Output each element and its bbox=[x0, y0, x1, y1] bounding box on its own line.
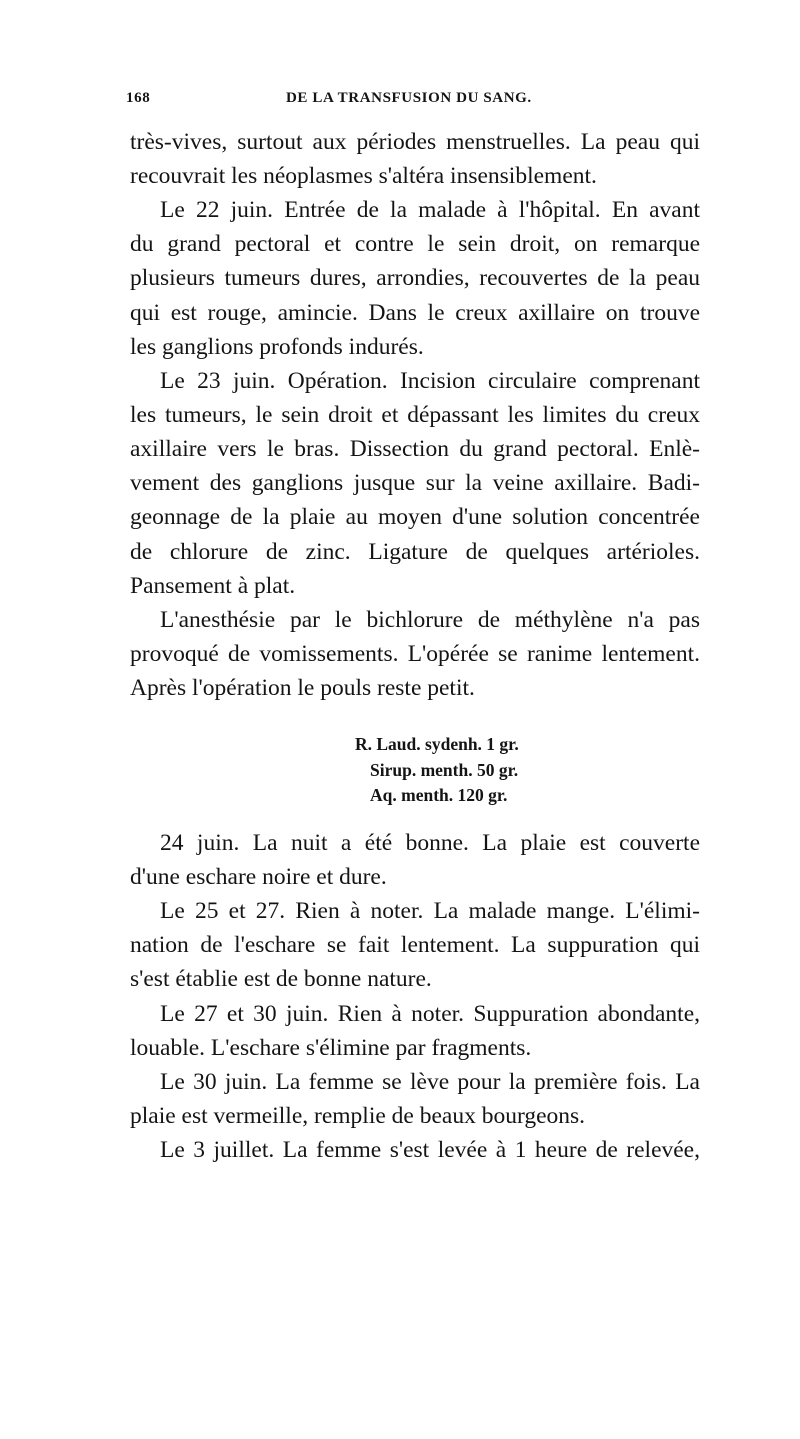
page-number: 168 bbox=[126, 90, 151, 106]
text-line: qui est rouge, amincie. Dans le creux axillaire on trouve bbox=[130, 300, 700, 326]
running-title: DE LA TRANSFUSION DU SANG. bbox=[286, 90, 532, 106]
text-line: Après l'opération le pouls reste petit. bbox=[130, 675, 475, 701]
text-line: Le 3 juillet. La femme s'est levée à 1 heure de relevée, bbox=[160, 1137, 700, 1163]
prescription-line: Aq. menth. 120 gr. bbox=[370, 785, 508, 805]
text-line: les tumeurs, le sein droit et dépassant les limites du creux bbox=[130, 402, 700, 428]
page-header bbox=[126, 90, 686, 112]
text-line: les ganglions profonds indurés. bbox=[130, 334, 424, 360]
text-line: d'une eschare noire et dure. bbox=[130, 864, 387, 890]
text-line: Le 23 juin. Opération. Incision circulaire comprenant bbox=[160, 368, 700, 394]
text-line: recouvrait les néoplasmes s'altéra insensiblement. bbox=[130, 163, 597, 189]
text-line: Le 22 juin. Entrée de la malade à l'hôpital. En avant bbox=[160, 197, 700, 223]
text-line: Pansement à plat. bbox=[130, 573, 296, 599]
text-line: du grand pectoral et contre le sein droit, on remarque bbox=[130, 231, 700, 257]
text-line: geonnage de la plaie au moyen d'une solution concentrée bbox=[130, 504, 700, 530]
text-line: Le 30 juin. La femme se lève pour la première fois. La bbox=[160, 1069, 700, 1095]
prescription-line: R. Laud. sydenh. 1 gr. bbox=[355, 734, 519, 754]
text-line: de chlorure de zinc. Ligature de quelques artérioles. bbox=[130, 539, 700, 565]
text-line: louable. L'eschare s'élimine par fragments. bbox=[130, 1035, 532, 1061]
text-line: nation de l'eschare se fait lentement. La suppuration qui bbox=[130, 932, 700, 958]
text-line: plusieurs tumeurs dures, arrondies, recouvertes de la peau bbox=[130, 265, 700, 291]
text-line: très-vives, surtout aux périodes menstruelles. La peau qui bbox=[130, 129, 700, 155]
text-line: plaie est vermeille, remplie de beaux bourgeons. bbox=[130, 1103, 586, 1129]
text-line: Le 27 et 30 juin. Rien à noter. Suppuration abondante, bbox=[160, 1001, 700, 1027]
text-line: L'anesthésie par le bichlorure de méthylène n'a pas bbox=[160, 607, 700, 633]
prescription-line: Sirup. menth. 50 gr. bbox=[370, 760, 519, 780]
text-line: Le 25 et 27. Rien à noter. La malade mange. L'élimi- bbox=[160, 898, 700, 924]
text-line: provoqué de vomissements. L'opérée se ranime lentement. bbox=[130, 641, 700, 667]
text-line: s'est établie est de bonne nature. bbox=[130, 966, 432, 992]
text-line: vement des ganglions jusque sur la veine axillaire. Badi- bbox=[130, 470, 700, 496]
text-line: 24 juin. La nuit a été bonne. La plaie est couverte bbox=[160, 830, 700, 856]
text-line: axillaire vers le bras. Dissection du grand pectoral. Enlè- bbox=[130, 436, 700, 462]
